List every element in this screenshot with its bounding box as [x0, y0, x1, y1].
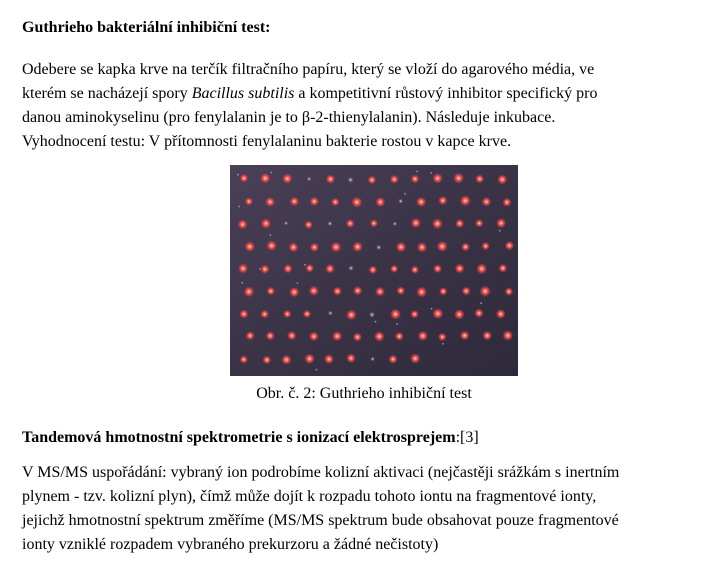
speck: [375, 321, 377, 323]
blood-spot: [369, 219, 378, 228]
blood-spot: [368, 265, 377, 274]
blood-spot: [244, 197, 253, 206]
blood-spot: [244, 241, 256, 253]
text-run: Vyhodnocení testu: V přítomnosti fenylalaninu bakterie rostou v kapce krve.: [22, 133, 512, 150]
blood-spot: [345, 219, 355, 229]
blood-spot: [303, 309, 312, 318]
blood-spot: [305, 264, 314, 273]
blood-spot: [266, 286, 275, 295]
blood-spot: [376, 244, 382, 250]
blood-spot: [352, 241, 363, 252]
blood-spot: [410, 174, 420, 184]
blood-spot: [309, 331, 320, 342]
blood-spot: [325, 174, 335, 184]
blood-spot: [332, 331, 343, 342]
blood-spot: [260, 218, 271, 229]
blood-spot: [283, 264, 293, 274]
guthrie-test-photo: [230, 165, 518, 376]
speck: [241, 282, 243, 284]
blood-spot: [438, 196, 448, 206]
speck: [259, 268, 261, 270]
blood-spot: [265, 331, 275, 341]
text-run: danou aminokyselinu (pro fenylalanin je to β-2-thienylalanin). Následuje inkubace.: [22, 109, 556, 126]
blood-spot: [281, 354, 292, 365]
blood-spot: [502, 197, 512, 207]
blood-spot: [309, 242, 319, 252]
text-run: kterém se nacházejí spory: [22, 85, 192, 102]
blood-spot: [432, 173, 443, 184]
blood-spot: [416, 242, 427, 253]
blood-spot: [461, 286, 471, 296]
blood-spot: [353, 332, 363, 342]
text-run: a kompetitivní růstový inhibitor specifický pro: [294, 85, 598, 102]
paragraph-line: [22, 130, 692, 154]
blood-spot: [325, 264, 336, 275]
blood-spot: [504, 287, 513, 296]
section-heading-msms: [22, 428, 479, 448]
paragraph-line: jejichž hmotnostní spektrum změříme (MS/MS spektrum bude obsahovat pouze fragmentové: [22, 512, 619, 529]
paragraph-line: [22, 82, 692, 106]
blood-spot: [304, 353, 315, 364]
blood-spot: [283, 309, 292, 318]
blood-spot: [346, 353, 356, 363]
blood-spot: [306, 176, 311, 181]
speck: [270, 234, 272, 236]
blood-spot: [416, 196, 427, 207]
blood-spot: [331, 197, 340, 206]
blood-spot: [461, 242, 471, 252]
speck: [396, 323, 398, 325]
blood-spot: [496, 218, 507, 229]
blood-spot: [374, 331, 386, 343]
blood-spot: [417, 330, 428, 341]
blood-spot: [410, 310, 419, 319]
blood-spot: [370, 356, 375, 361]
speck: [480, 302, 482, 304]
blood-spot: [308, 285, 319, 296]
blood-spot: [239, 173, 249, 183]
speck: [237, 174, 239, 176]
blood-spot: [476, 263, 488, 275]
blood-spot: [289, 287, 300, 298]
blood-spot: [239, 355, 248, 364]
blood-spot: [353, 286, 363, 296]
blood-spot: [497, 174, 508, 185]
blood-spot: [369, 311, 376, 318]
blood-spot: [438, 332, 447, 341]
blood-spot: [332, 286, 342, 296]
blood-spot: [495, 309, 506, 320]
blood-spot: [375, 197, 386, 208]
blood-spot: [330, 241, 342, 253]
blood-spot: [459, 195, 471, 207]
blood-spot: [482, 330, 492, 340]
speck: [416, 171, 418, 173]
blood-spot: [260, 264, 270, 274]
blood-spot: [416, 286, 428, 298]
blood-spot: [390, 308, 402, 320]
blood-spot: [504, 241, 514, 251]
blood-spot: [502, 330, 513, 341]
speck: [238, 206, 240, 208]
speck: [271, 172, 273, 174]
blood-spot: [474, 308, 484, 318]
blood-spot: [328, 310, 334, 316]
paragraph-line: plynem - tzv. kolizní plyn), čímž může dojít k rozpadu tohoto iontu na fragmentové ionty,: [22, 488, 597, 505]
paragraph-line: V MS/MS uspořádání: vybraný ion podrobíme kolizní aktivaci (nejčastěji srážkám s inertním: [22, 464, 620, 481]
blood-spot: [304, 220, 313, 229]
blood-spot: [346, 309, 358, 321]
blood-spot: [475, 174, 485, 184]
blood-spot: [375, 286, 386, 297]
blood-spot: [309, 196, 319, 206]
blood-spot: [266, 240, 278, 252]
paragraph-line: [22, 58, 692, 82]
speck: [297, 282, 299, 284]
blood-spot: [454, 263, 465, 274]
blood-spot: [262, 355, 272, 365]
blood-spot: [455, 219, 465, 229]
paragraph-line: [22, 106, 692, 130]
species-name: Bacillus subtilis: [191, 85, 295, 102]
blood-spot: [245, 331, 255, 341]
blood-spot: [289, 196, 299, 206]
speck: [304, 264, 306, 266]
blood-spot: [348, 265, 354, 271]
section-heading-guthrie: Guthrieho bakteriální inhibiční test:: [22, 19, 271, 36]
blood-spot: [432, 218, 444, 230]
blood-spot: [243, 286, 255, 298]
blood-spot: [389, 174, 399, 184]
blood-spot: [260, 309, 270, 319]
blood-spot: [453, 172, 465, 184]
speck: [442, 343, 444, 345]
figure-caption: Obr. č. 2: Guthrieho inhibiční test: [256, 385, 472, 402]
blood-spot: [351, 196, 363, 208]
blood-spot: [410, 353, 421, 364]
blood-spot: [479, 285, 491, 297]
blood-spot: [265, 196, 276, 207]
blood-spot: [388, 354, 398, 364]
paragraph-line: ionty vzniklé rozpadem vybraného prekurzoru a žádné nečistoty): [22, 536, 439, 553]
blood-spot: [238, 263, 249, 274]
blood-spot: [396, 286, 405, 295]
blood-spot: [410, 265, 419, 274]
blood-spot: [367, 175, 377, 185]
speck: [404, 193, 406, 195]
blood-spot: [284, 221, 289, 226]
blood-spot: [392, 221, 397, 226]
speck: [431, 308, 433, 310]
blood-spot: [347, 176, 354, 183]
blood-spot: [439, 287, 448, 296]
heading-bold-text: Tandemová hmotnostní spektrometrie s ionizací elektrosprejem: [22, 429, 456, 446]
blood-spot: [436, 240, 448, 252]
blood-spot: [395, 241, 406, 252]
blood-spot: [239, 309, 249, 319]
blood-spot: [498, 263, 508, 273]
blood-spot: [481, 197, 491, 207]
blood-spot: [454, 309, 465, 320]
speck: [499, 230, 501, 232]
text-run: Odebere se kapka krve na terčík filtračního papíru, který se vloží do agarového média, ve: [22, 61, 595, 78]
blood-spot: [282, 173, 293, 184]
speck: [316, 369, 318, 371]
blood-spot: [432, 308, 444, 320]
blood-spot: [460, 330, 470, 340]
paragraph-msms: [22, 461, 692, 557]
blood-spot: [398, 198, 404, 204]
paragraph-guthrie: [22, 58, 692, 154]
agar-plate-image: [230, 165, 518, 376]
blood-spot: [327, 221, 333, 227]
speck: [430, 172, 432, 174]
blood-spot: [410, 217, 421, 228]
blood-spot: [324, 354, 335, 365]
blood-spot: [237, 219, 248, 230]
blood-spot: [481, 242, 490, 251]
blood-spot: [395, 332, 405, 342]
blood-spot: [475, 219, 484, 228]
citation-reference: :[3]: [455, 429, 479, 446]
blood-spot: [390, 264, 399, 273]
blood-spot: [287, 331, 297, 341]
blood-spot: [260, 172, 272, 184]
blood-spot: [288, 242, 299, 253]
blood-spot: [433, 264, 443, 274]
